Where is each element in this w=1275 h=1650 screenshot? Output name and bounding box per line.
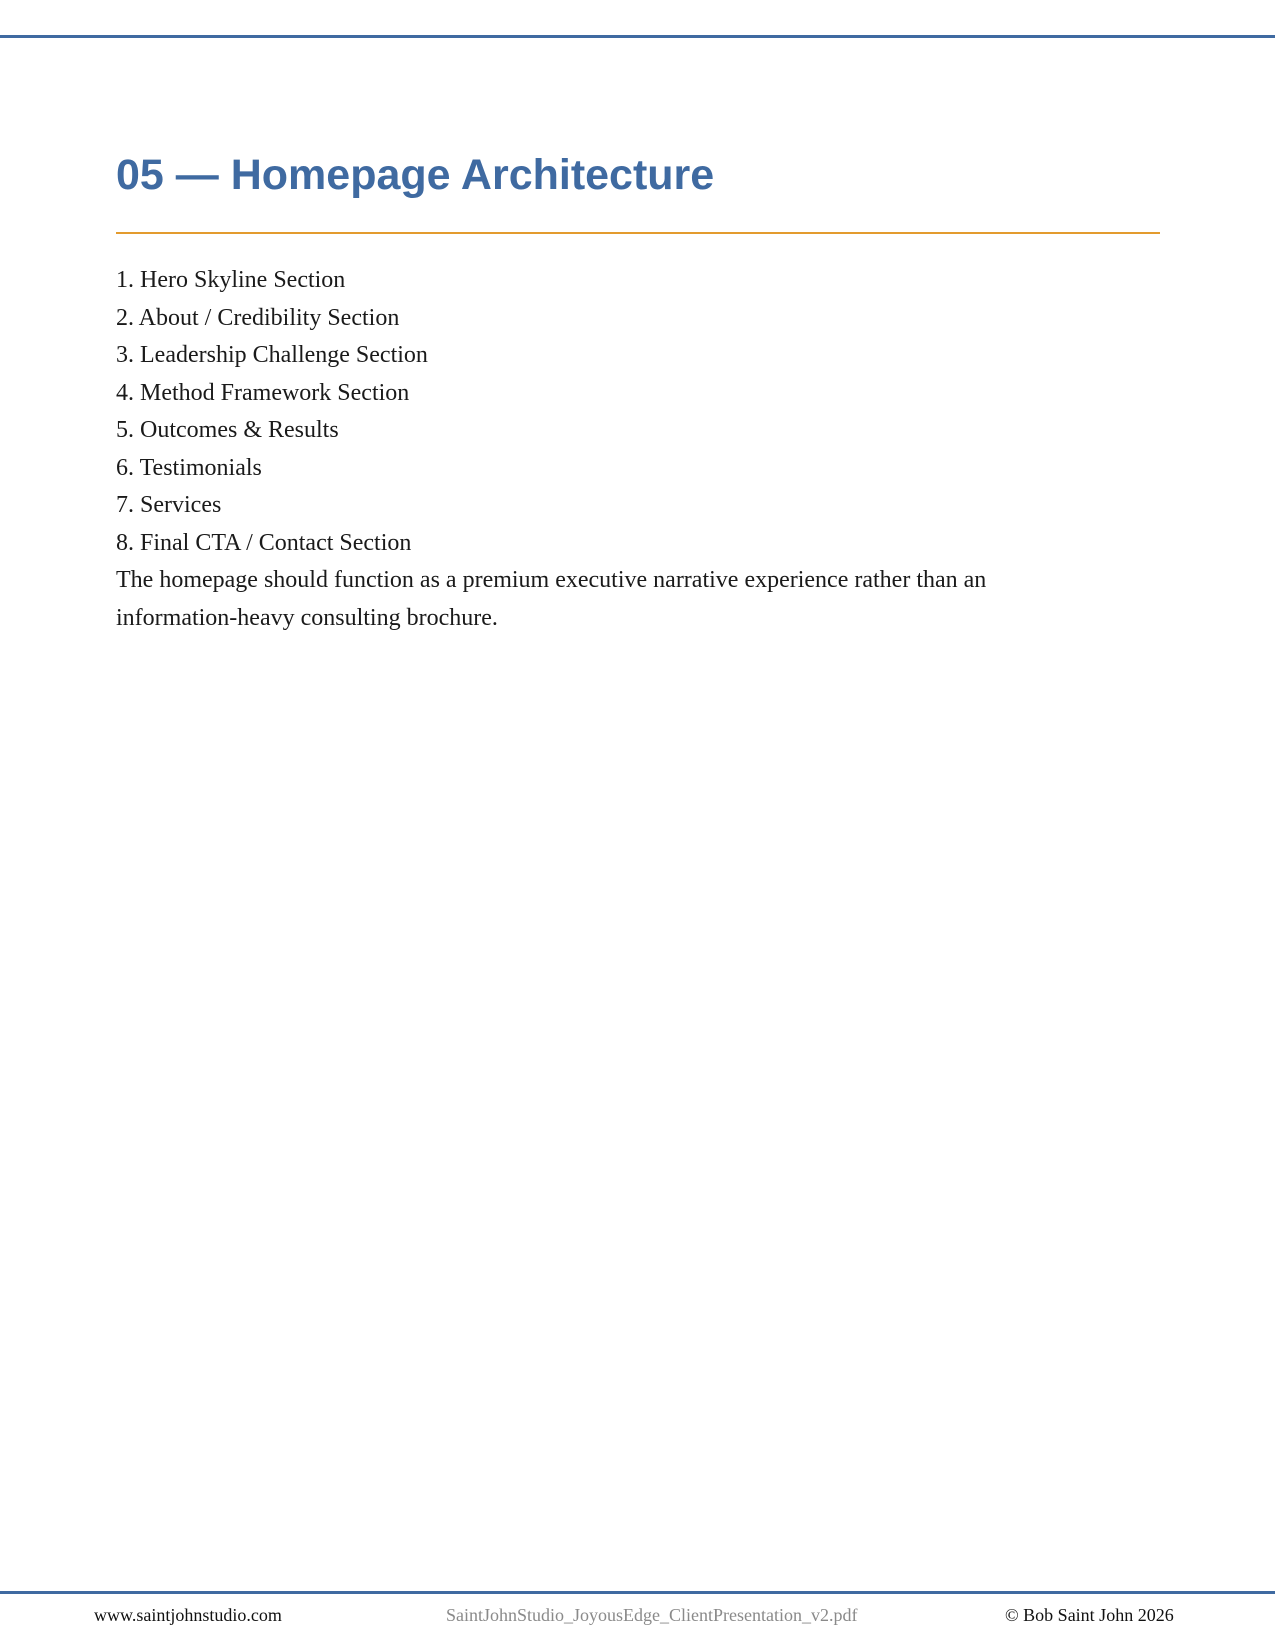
header-rule xyxy=(0,35,1275,38)
footer-website: www.saintjohnstudio.com xyxy=(94,1605,282,1625)
list-item: 8. Final CTA / Contact Section xyxy=(116,529,412,556)
section-title: 05 — Homepage Architecture xyxy=(116,151,715,199)
list-item: 7. Services xyxy=(116,492,222,518)
page-content xyxy=(116,150,1160,202)
list-item: 1. Hero Skyline Section xyxy=(116,267,346,293)
list-item: 2. About / Credibility Section xyxy=(116,304,400,331)
list-item: 4. Method Framework Section xyxy=(116,379,410,406)
list-item: 5. Outcomes & Results xyxy=(116,417,339,443)
homepage-sections-list xyxy=(116,262,1160,637)
footer-copyright: © Bob Saint John 2026 xyxy=(1005,1605,1174,1625)
list-item: 3. Leadership Challenge Section xyxy=(116,342,428,368)
footer-filename: SaintJohnStudio_JoyousEdge_ClientPresentation_v2.pdf xyxy=(446,1605,858,1625)
footer-rule xyxy=(0,1591,1275,1594)
title-underline xyxy=(116,232,1160,234)
closing-paragraph: The homepage should function as a premium executive narrative experience rather than an information-heavy consulting brochure. xyxy=(116,567,987,631)
list-item: 6. Testimonials xyxy=(116,454,262,481)
